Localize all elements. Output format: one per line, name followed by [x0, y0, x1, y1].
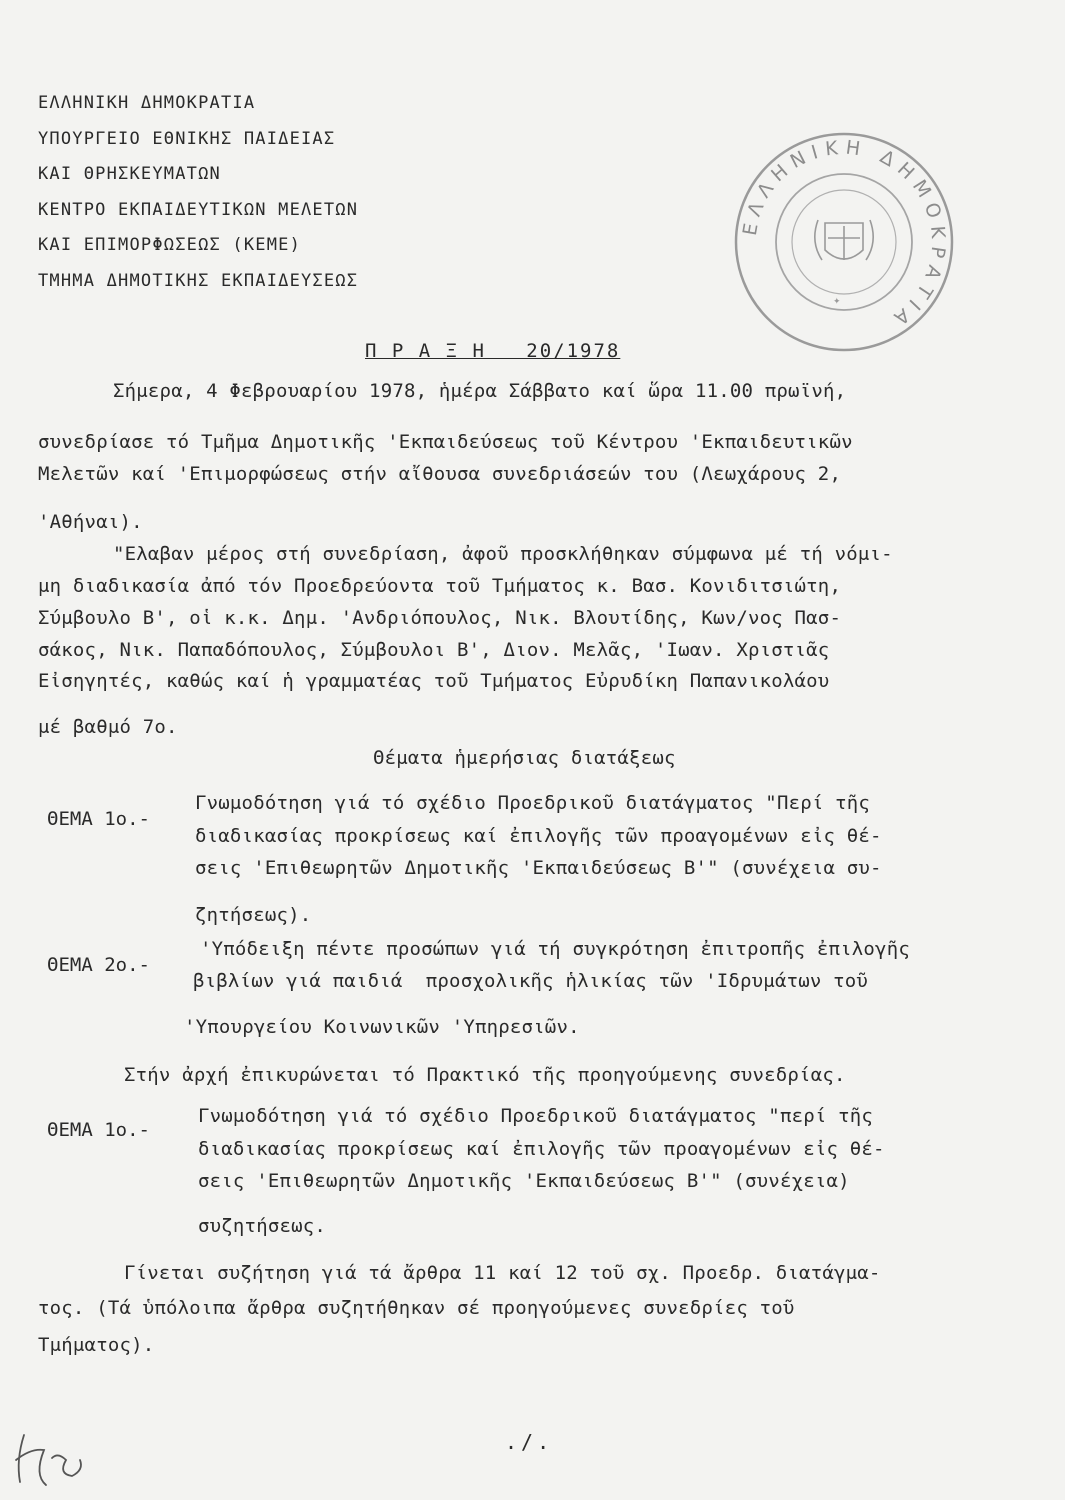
attendance-line: μη διαδικασία ἀπό τόν Προεδρεύοντα τοῦ Τμήματος κ. Βασ. Κονιδιτσιώτη,	[38, 575, 842, 597]
topic-line: 'Υπόδειξη πέντε προσώπων γιά τή συγκρότηση ἐπιτροπῆς ἐπιλογῆς	[200, 938, 910, 960]
svg-text:✦: ✦	[833, 297, 841, 307]
topic-label: ΘΕΜΑ 1ο.-	[47, 1119, 150, 1141]
intro-line: 'Αθήναι).	[38, 511, 143, 533]
discussion-line: τος. (Τά ὑπόλοιπα ἄρθρα συζητήθηκαν σέ προηγούμενες συνεδρίες τοῦ	[38, 1297, 795, 1319]
topic-line: συζητήσεως.	[198, 1215, 327, 1237]
letterhead-line: ΚΑΙ ΕΠΙΜΟΡΦΩΣΕΩΣ (ΚΕΜΕ)	[38, 235, 302, 255]
topic-label: ΘΕΜΑ 2ο.-	[47, 954, 150, 976]
attendance-line: Σύμβουλο Β', οἱ κ.κ. Δημ. 'Ανδριόπουλος, Νικ. Βλουτίδης, Κων/νος Πασ-	[38, 607, 842, 629]
intro-line: συνεδρίασε τό Τμῆμα Δημοτικῆς 'Εκπαιδεύσεως τοῦ Κέντρου 'Εκπαιδευτικῶν	[38, 431, 853, 453]
intro-line: Μελετῶν καί 'Επιμορφώσεως στήν αἴθουσα συνεδριάσεών του (Λεωχάρους 2,	[38, 463, 842, 485]
topic-line: σεις 'Επιθεωρητῶν Δημοτικῆς 'Εκπαιδεύσεως Β'" (συνέχεια συ-	[195, 857, 882, 879]
attendance-line: μέ βαθμό 7ο.	[38, 716, 178, 738]
handwritten-initials-signature	[6, 1430, 96, 1490]
agenda-heading: Θέματα ἡμερήσιας διατάξεως	[373, 747, 676, 769]
discussion-line: Τμήματος).	[38, 1334, 155, 1356]
topic-line: Γνωμοδότηση γιά τό σχέδιο Προεδρικοῦ διατάγματος "Περί τῆς	[195, 792, 871, 814]
svg-text:ΕΛΛΗΝΙΚΗ ΔΗΜΟΚΡΑΤΙΑ: ΕΛΛΗΝΙΚΗ ΔΗΜΟΚΡΑΤΙΑ	[738, 136, 950, 334]
page-continuation-mark: ./.	[505, 1430, 554, 1454]
letterhead	[38, 86, 358, 299]
coat-of-arms-icon	[815, 220, 873, 260]
topic-line: ζητήσεως).	[195, 904, 312, 926]
topic-line: σεις 'Επιθεωρητῶν Δημοτικῆς 'Εκπαιδεύσεως Β'" (συνέχεια)	[198, 1170, 850, 1192]
approval-line: Στήν ἀρχή ἐπικυρώνεται τό Πρακτικό τῆς προηγούμενης συνεδρίας.	[124, 1064, 846, 1086]
attendance-line: σάκος, Νικ. Παπαδόπουλος, Σύμβουλοι Β', Διον. Μελᾶς, 'Ιωαν. Χριστιᾶς	[38, 639, 830, 661]
attendance-line: "Ελαβαν μέρος στή συνεδρίαση, ἀφοῦ προσκλήθηκαν σύμφωνα μέ τή νόμι-	[113, 543, 893, 565]
letterhead-line: ΕΛΛΗΝΙΚΗ ΔΗΜΟΚΡΑΤΙΑ	[38, 93, 256, 113]
letterhead-line: ΚΑΙ ΘΡΗΣΚΕΥΜΑΤΩΝ	[38, 164, 221, 184]
letterhead-line: ΤΜΗΜΑ ΔΗΜΟΤΙΚΗΣ ΕΚΠΑΙΔΕΥΣΕΩΣ	[38, 270, 359, 291]
topic-label: ΘΕΜΑ 1ο.-	[47, 808, 150, 830]
topic-line: διαδικασίας προκρίσεως καί ἐπιλογῆς τῶν προαγομένων εἰς θέ-	[195, 825, 882, 847]
discussion-line: Γίνεται συζήτηση γιά τά ἄρθρα 11 καί 12 τοῦ σχ. Προεδρ. διατάγμα-	[124, 1262, 881, 1284]
topic-line: Γνωμοδότηση γιά τό σχέδιο Προεδρικοῦ διατάγματος "περί τῆς	[198, 1105, 874, 1127]
topic-line: διαδικασίας προκρίσεως καί ἐπιλογῆς τῶν προαγομένων εἰς θέ-	[198, 1138, 885, 1160]
official-seal-stamp	[730, 128, 958, 356]
letterhead-line: ΚΕΝΤΡΟ ΕΚΠΑΙΔΕΥΤΙΚΩΝ ΜΕΛΕΤΩΝ	[38, 199, 359, 220]
document-title: Π Ρ Α Ξ Η 20/1978	[365, 340, 621, 362]
topic-line: 'Υπουργείου Κοινωνικῶν 'Υπηρεσιῶν.	[184, 1016, 580, 1038]
letterhead-line: ΥΠΟΥΡΓΕΙΟ ΕΘΝΙΚΗΣ ΠΑΙΔΕΙΑΣ	[38, 128, 336, 149]
topic-line: βιβλίων γιά παιδιά προσχολικῆς ἡλικίας τῶν 'Ιδρυμάτων τοῦ	[193, 970, 869, 992]
attendance-line: Εἰσηγητές, καθώς καί ἡ γραμματέας τοῦ Τμήματος Εὐρυδίκη Παπανικολάου	[38, 670, 830, 692]
intro-line: Σήμερα, 4 Φεβρουαρίου 1978, ἡμέρα Σάββατο καί ὥρα 11.00 πρωϊνή,	[113, 380, 847, 402]
